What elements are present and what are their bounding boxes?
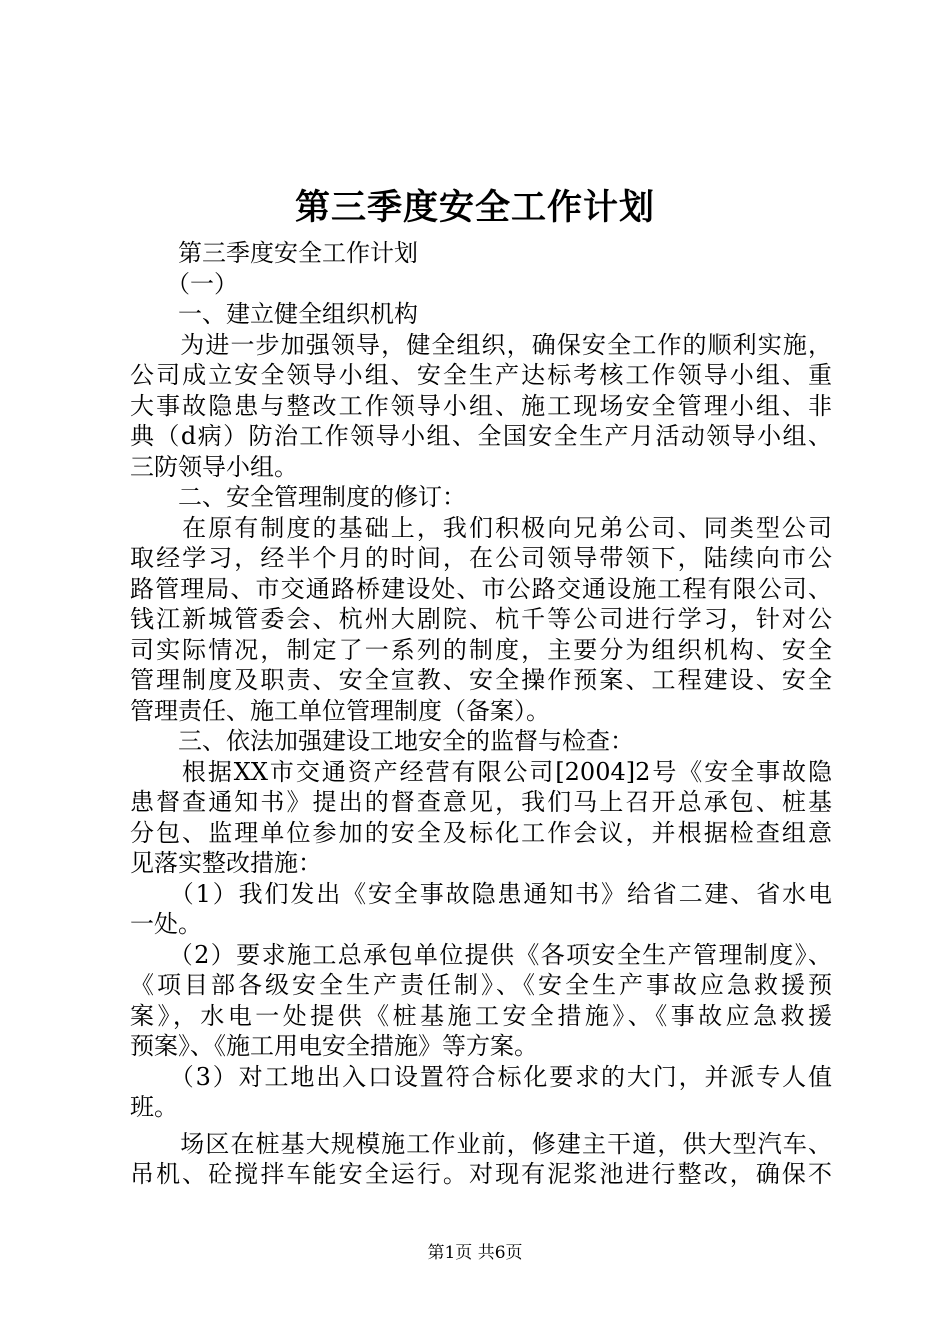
text-line: 一处。	[130, 910, 202, 938]
text-line: 司实际情况，制定了一系列的制度，主要分为组织机构、安全	[130, 635, 832, 664]
text-line: 分包、监理单位参加的安全及标化工作会议，并根据检查组意	[130, 818, 832, 847]
text-line: 《项目部各级安全生产责任制》、《安全生产事故应急救援预	[130, 971, 832, 999]
text-line: （3）对工地出入口设置符合标化要求的大门，并派专人值	[130, 1062, 832, 1091]
text-line: 预案》、《施工用电安全措施》等方案。	[130, 1032, 538, 1060]
text-line: 取经学习，经半个月的时间，在公司领导带领下，陆续向市公	[130, 544, 832, 572]
document-title: 第三季度安全工作计划	[294, 187, 655, 228]
text-line: 钱江新城管委会、杭州大剧院、杭千等公司进行学习，针对公	[130, 605, 832, 633]
page-footer: 第1页 共6页	[427, 1243, 523, 1263]
text-line: 管理制度及职责、安全宣教、安全操作预案、工程建设、安全	[130, 666, 832, 694]
text-line: 第三季度安全工作计划	[130, 239, 418, 267]
text-line: 大事故隐患与整改工作领导小组、施工现场安全管理小组、非	[130, 391, 832, 420]
text-line: （1）我们发出《安全事故隐患通知书》给省二建、省水电	[130, 879, 832, 908]
document-body	[130, 238, 832, 1190]
text-line: 三防领导小组。	[130, 452, 298, 481]
text-line: 在原有制度的基础上，我们积极向兄弟公司、同类型公司	[130, 513, 832, 542]
text-line: 案》，水电一处提供《桩基施工安全措施》、《事故应急救援	[130, 1001, 832, 1030]
text-line: 为进一步加强领导，健全组织，确保安全工作的顺利实施，	[130, 330, 832, 359]
text-line: （一）	[130, 269, 238, 298]
text-line: 见落实整改措施：	[130, 849, 322, 877]
text-line: 二、安全管理制度的修订：	[130, 483, 466, 511]
text-line: 管理责任、施工单位管理制度（备案）。	[130, 696, 550, 725]
text-line: 三、依法加强建设工地安全的监督与检查：	[130, 727, 634, 755]
text-line: 路管理局、市交通路桥建设处、市公路交通设施工程有限公司、	[130, 574, 832, 603]
text-line: （2）要求施工总承包单位提供《各项安全生产管理制度》、	[130, 940, 832, 969]
text-line: 公司成立安全领导小组、安全生产达标考核工作领导小组、重	[130, 361, 832, 389]
text-line: 一、建立健全组织机构	[130, 300, 418, 328]
text-line: 吊机、砼搅拌车能安全运行。对现有泥浆池进行整改，确保不	[130, 1160, 832, 1188]
text-line: 典（d病）防治工作领导小组、全国安全生产月活动领导小组、	[130, 422, 832, 450]
text-line: 场区在桩基大规模施工作业前，修建主干道，供大型汽车、	[130, 1129, 832, 1158]
text-line: 班。	[130, 1093, 178, 1121]
text-line: 患督查通知书》提出的督查意见，我们马上召开总承包、桩基	[130, 788, 832, 816]
text-line: 根据XX市交通资产经营有限公司[2004]2号《安全事故隐	[130, 757, 832, 786]
